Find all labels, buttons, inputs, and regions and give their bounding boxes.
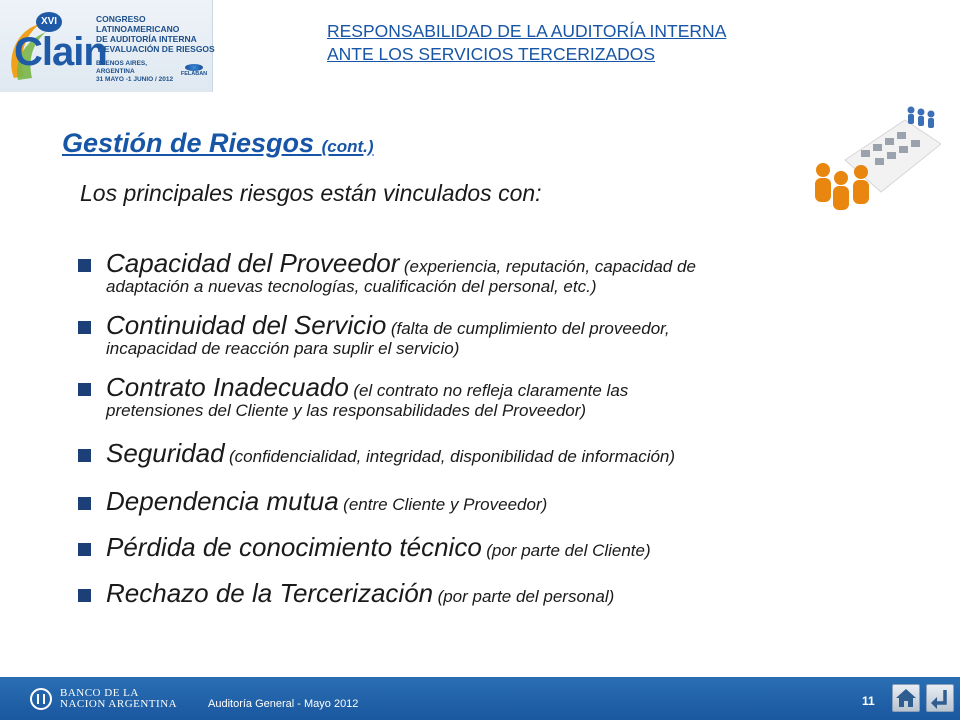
people-network-icon — [805, 100, 941, 216]
bullet-square-icon — [78, 321, 91, 334]
list-item — [78, 374, 628, 421]
risk-title: Seguridad — [106, 438, 225, 468]
risk-title: Contrato Inadecuado — [106, 372, 349, 402]
list-item — [78, 580, 614, 607]
presentation-title-line1[interactable]: RESPONSABILIDAD DE LA AUDITORÍA INTERNA — [327, 21, 727, 41]
list-item-line — [106, 250, 696, 277]
risk-title: Dependencia mutua — [106, 486, 339, 516]
slide-heading-text: Gestión de Riesgos — [62, 128, 315, 158]
logo-line: Y EVALUACIÓN DE RIESGOS — [96, 44, 215, 54]
felaban-logo — [180, 64, 208, 78]
list-item — [78, 440, 675, 467]
logo-edition: XVI — [36, 12, 62, 32]
home-icon — [893, 685, 919, 711]
risk-note-continued: pretensiones del Cliente y las responsabilidades del Proveedor) — [106, 401, 587, 420]
list-item-line — [106, 440, 675, 467]
list-item-line — [106, 534, 651, 561]
bullet-square-icon — [78, 449, 91, 462]
logo-city: BUENOS AIRES, ARGENTINA — [96, 60, 148, 75]
risk-note: (entre Cliente y Proveedor) — [343, 495, 548, 514]
logo-dates: 31 MAYO -1 JUNIO / 2012 — [96, 76, 174, 83]
list-item — [78, 488, 547, 515]
logo-line: CONGRESO — [96, 14, 146, 24]
risk-note: (falta de cumplimiento del proveedor, — [390, 319, 670, 338]
congress-logo — [0, 0, 213, 92]
bullet-square-icon — [78, 497, 91, 510]
slide-subheading: Los principales riesgos están vinculados con: — [80, 180, 542, 206]
return-button[interactable] — [926, 684, 954, 712]
presentation-title[interactable] — [327, 20, 927, 66]
bullet-square-icon — [78, 543, 91, 556]
bank-name-line2: NACION ARGENTINA — [60, 698, 178, 710]
list-item-line — [106, 312, 670, 339]
logo-name: Clain — [14, 30, 107, 74]
felaban-mark-icon — [185, 64, 203, 71]
risk-note: (el contrato no refleja claramente las — [353, 381, 629, 400]
footer-text: Auditoría General - Mayo 2012 — [208, 698, 359, 710]
return-arrow-icon — [927, 685, 953, 711]
bank-emblem-icon — [30, 688, 52, 710]
bank-logo — [30, 685, 177, 713]
logo-place-dates — [96, 60, 176, 84]
slide-heading-suffix: (cont.) — [321, 137, 374, 156]
risk-note: (confidencialidad, integridad, disponibilidad de información) — [229, 447, 676, 466]
risk-note-continued: adaptación a nuevas tecnologías, cualificación del personal, etc.) — [106, 277, 597, 296]
risk-title: Capacidad del Proveedor — [106, 248, 400, 278]
list-item-line — [106, 374, 628, 401]
bank-name — [60, 688, 177, 710]
logo-line: LATINOAMERICANO — [96, 24, 180, 34]
presentation-title-line2[interactable]: ANTE LOS SERVICIOS TERCERIZADOS — [327, 44, 656, 64]
page-number: 11 — [862, 694, 875, 708]
list-item — [78, 534, 651, 561]
risk-title: Pérdida de conocimiento técnico — [106, 532, 482, 562]
risk-note: (experiencia, reputación, capacidad de — [403, 257, 696, 276]
list-item-line — [106, 488, 547, 515]
risk-note: (por parte del Cliente) — [486, 541, 651, 560]
list-item-line — [106, 580, 614, 607]
bank-name-line1: BANCO DE LA — [60, 687, 139, 699]
bullet-square-icon — [78, 259, 91, 272]
footer-bar — [0, 677, 960, 720]
bullet-square-icon — [78, 383, 91, 396]
felaban-label: FELABAN — [180, 71, 208, 77]
logo-line: DE AUDITORÍA INTERNA — [96, 34, 197, 44]
logo-congress-text — [96, 14, 215, 54]
list-item — [78, 250, 696, 297]
risk-title: Continuidad del Servicio — [106, 310, 387, 340]
risk-note: (por parte del personal) — [437, 587, 615, 606]
risk-note-continued: incapacidad de reacción para suplir el servicio) — [106, 339, 460, 358]
list-item — [78, 312, 670, 359]
bullet-square-icon — [78, 589, 91, 602]
risk-title: Rechazo de la Tercerización — [106, 578, 434, 608]
home-button[interactable] — [892, 684, 920, 712]
slide-heading — [62, 128, 374, 159]
